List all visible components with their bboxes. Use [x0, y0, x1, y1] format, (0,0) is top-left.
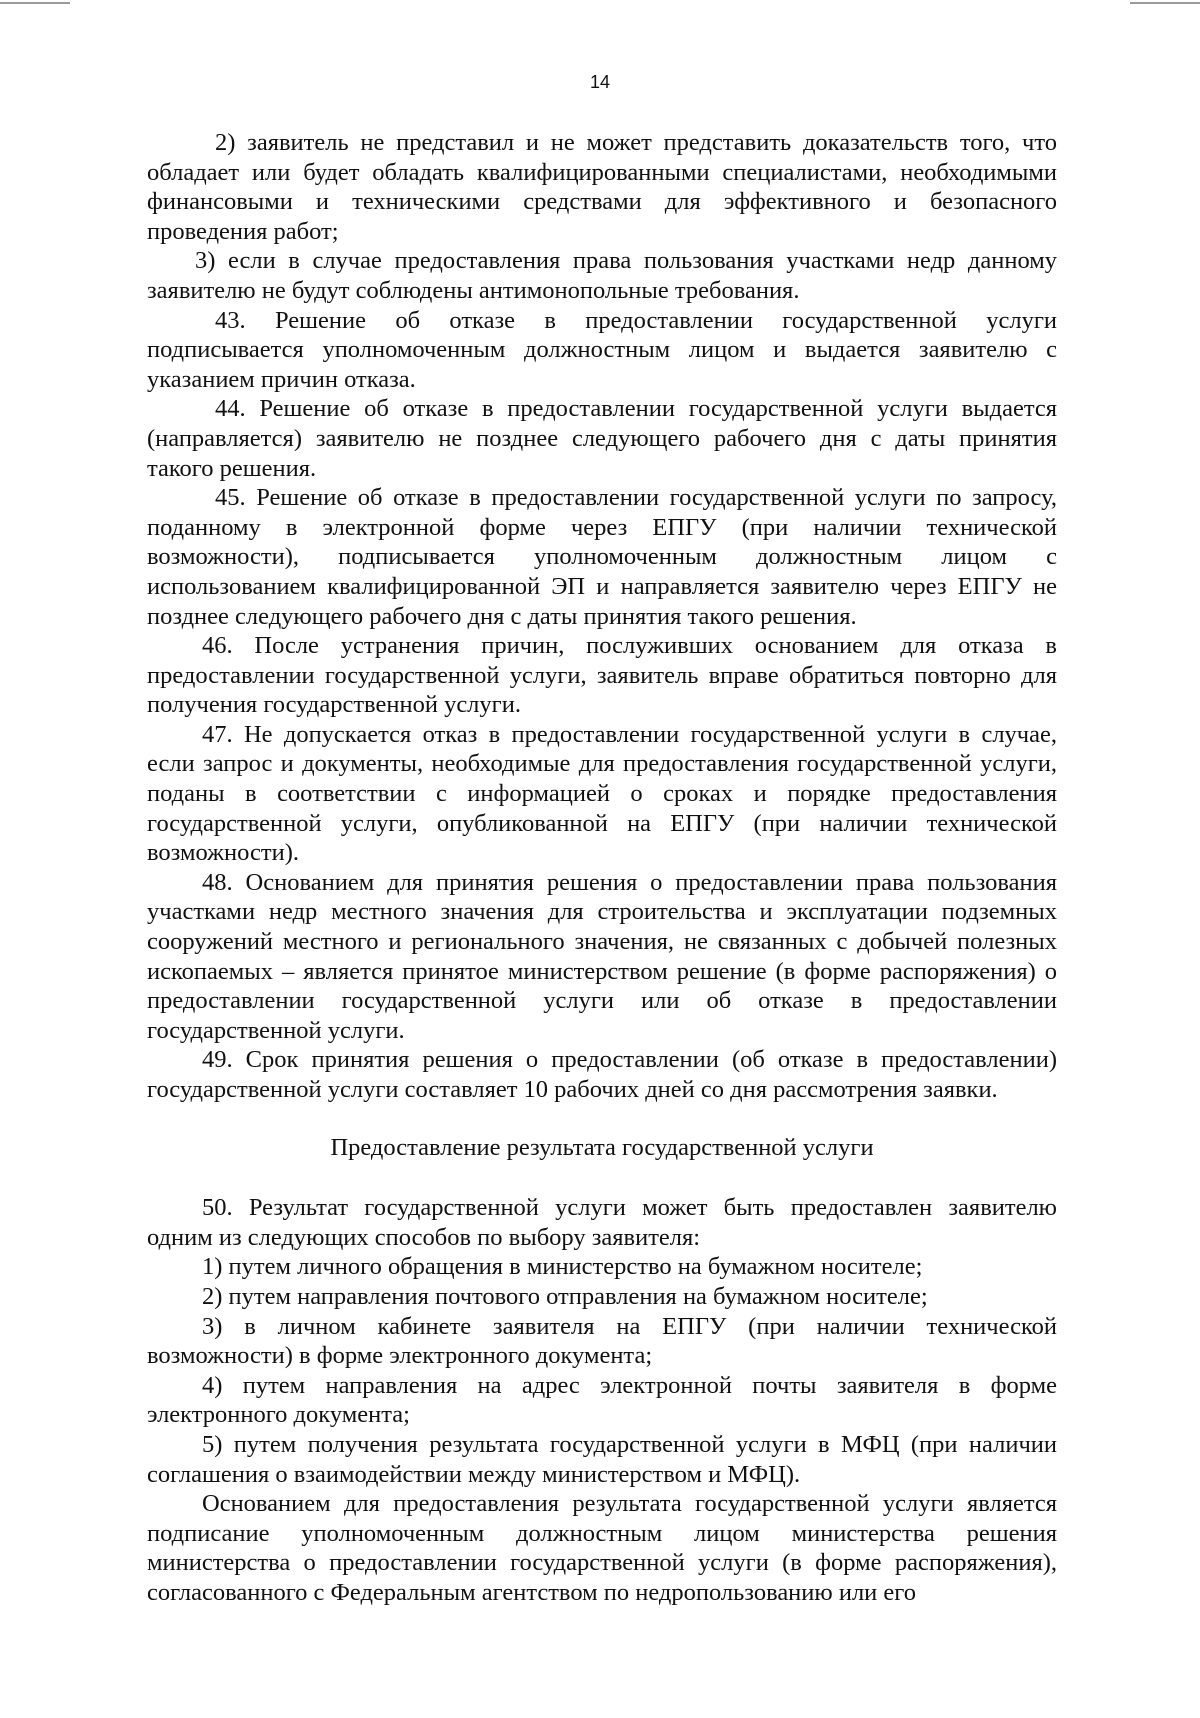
paragraph: 48. Основанием для принятия решения о предоставлении права пользования участками недр местного значения для строительства и эксплуатации подземных сооружений местного и регионального значения, не связанных с добычей полезных ископаемых – является принятое министерством решение (в форме распоряжения) о предоставлении государственной услуги или об отказе в предоставлении государственной услуги.	[147, 868, 1057, 1044]
paragraph: 44. Решение об отказе в предоставлении государственной услуги выдается (направляется) заявителю не позднее следующего рабочего дня с даты принятия такого решения.	[147, 395, 1057, 482]
paragraph: 2) заявитель не представил и не может представить доказательств того, что обладает или будет обладать квалифицированными специалистами, необходимыми финансовыми и техническими средствами для эффективного и безопасного проведения работ;	[147, 129, 1057, 245]
paragraph: 43. Решение об отказе в предоставлении государственной услуги подписывается уполномоченным должностным лицом и выдается заявителю с указанием причин отказа.	[147, 306, 1057, 393]
list-item: 5) путем получения результата государственной услуги в МФЦ (при наличии соглашения о взаимодействии между министерством и МФЦ).	[147, 1430, 1057, 1488]
list-item: 1) путем личного обращения в министерство на бумажном носителе;	[202, 1253, 923, 1281]
list-item: 2) путем направления почтового отправления на бумажном носителе;	[202, 1282, 928, 1310]
section-heading: Предоставление результата государственной услуги	[330, 1133, 874, 1161]
scan-edge-mark	[0, 2, 70, 4]
scan-edge-mark	[1130, 2, 1200, 4]
page-number: 14	[589, 72, 611, 92]
list-item: 4) путем направления на адрес электронной почты заявителя в форме электронного документа;	[147, 1371, 1057, 1429]
paragraph: 49. Срок принятия решения о предоставлении (об отказе в предоставлении) государственной услуги составляет 10 рабочих дней со дня рассмотрения заявки.	[147, 1046, 1057, 1103]
paragraph: 3) если в случае предоставления права пользования участками недр данному заявителю не будут соблюдены антимонопольные требования.	[147, 247, 1057, 304]
paragraph: 50. Результат государственной услуги может быть предоставлен заявителю одним из следующих способов по выбору заявителя:	[147, 1194, 1057, 1251]
paragraph: 46. После устранения причин, послуживших основанием для отказа в предоставлении государственной услуги, заявитель вправе обратиться повторно для получения государственной услуги.	[147, 632, 1057, 719]
paragraph: Основанием для предоставления результата государственной услуги является подписание уполномоченным должностным лицом министерства решения министерства о предоставлении государственной услуги (в форме распоряжения), согласованного с Федеральным агентством по недропользованию или его	[147, 1490, 1057, 1606]
list-item: 3) в личном кабинете заявителя на ЕПГУ (при наличии технической возможности) в форме электронного документа;	[147, 1312, 1057, 1370]
paragraph: 45. Решение об отказе в предоставлении государственной услуги по запросу, поданному в электронной форме через ЕПГУ (при наличии технической возможности), подписывается уполномоченным должностным лицом с использованием квалифицированной ЭП и направляется заявителю через ЕПГУ не позднее следующего рабочего дня с даты принятия такого решения.	[147, 484, 1057, 630]
document-body	[147, 128, 1057, 1608]
paragraph: 47. Не допускается отказ в предоставлении государственной услуги в случае, если запрос и документы, необходимые для предоставления государственной услуги, поданы в соответствии с информацией о сроках и порядке предоставления государственной услуги, опубликованной на ЕПГУ (при наличии технической возможности).	[147, 720, 1057, 867]
